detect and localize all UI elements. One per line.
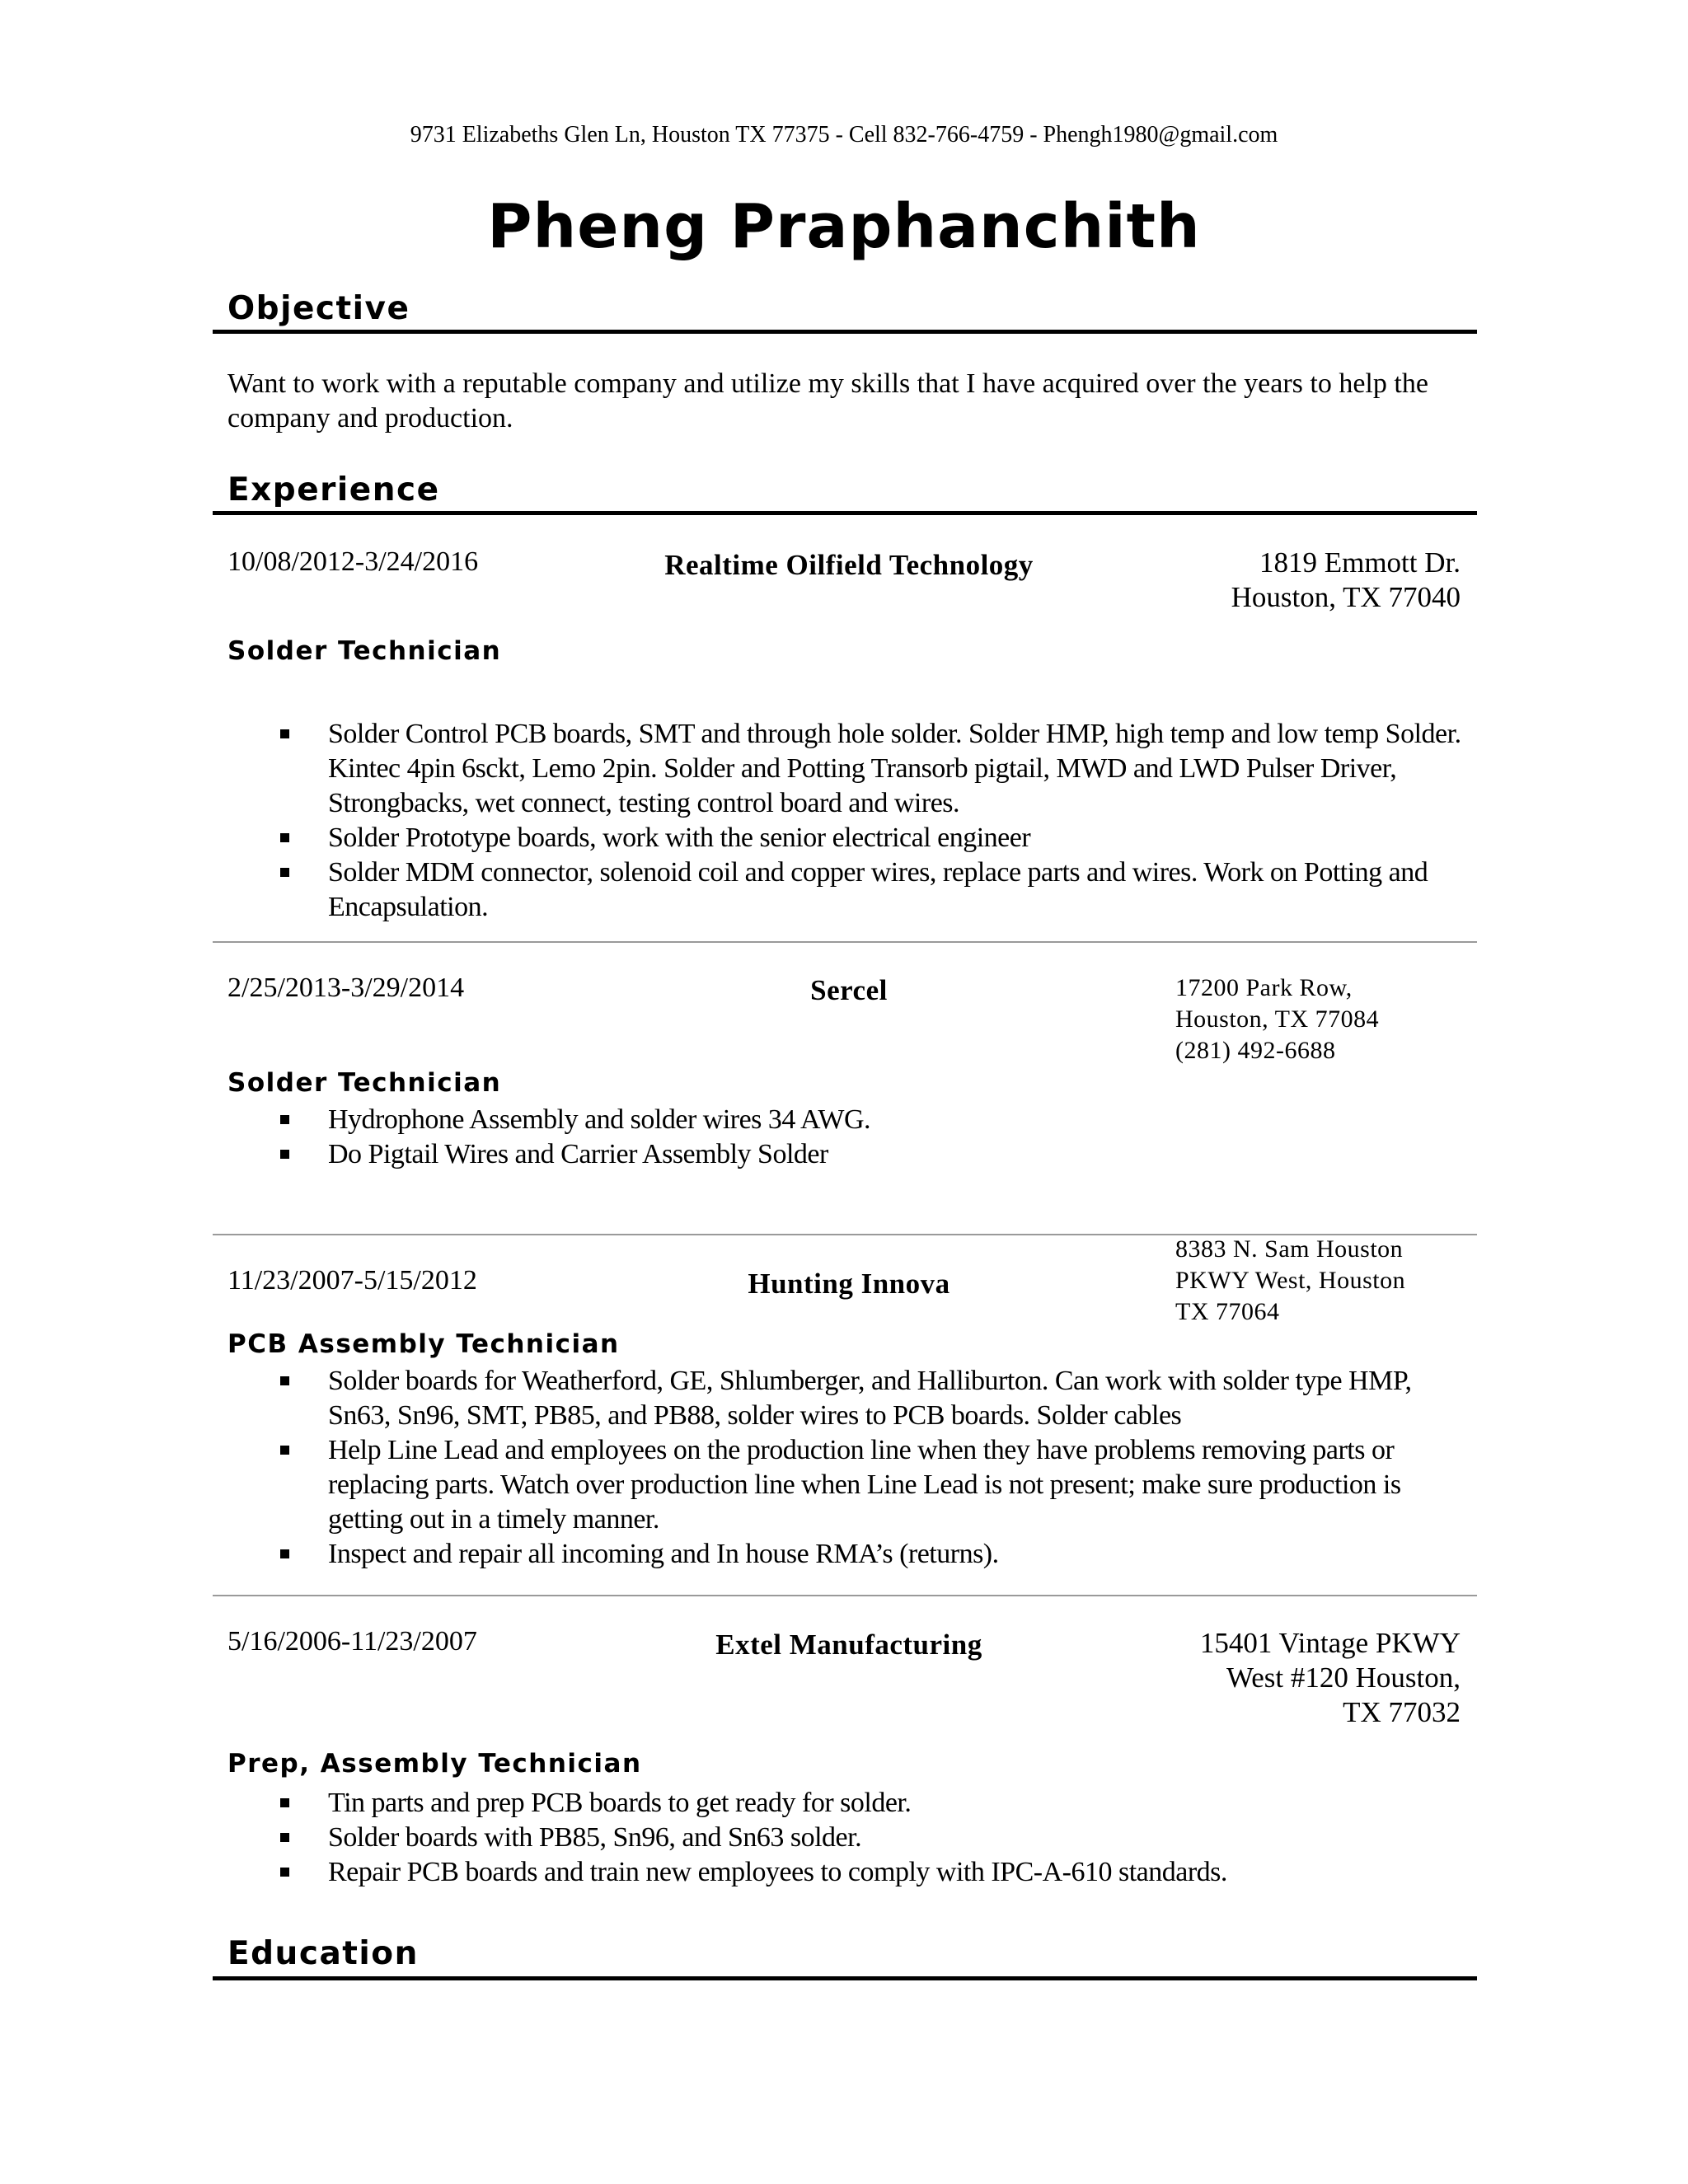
job-dates: 5/16/2006-11/23/2007 <box>227 1626 477 1657</box>
contact-line: 9731 Elizabeths Glen Ln, Houston TX 77375 - Cell 832-766-4759 - Phengh1980@gmail.com <box>410 122 1278 148</box>
address-line: PKWY West, Houston <box>1175 1267 1406 1294</box>
address-line: Houston, TX 77040 <box>1231 581 1461 613</box>
address-line: TX 77064 <box>1175 1298 1280 1325</box>
job-divider <box>213 941 1477 943</box>
job-company: Realtime Oilfield Technology <box>664 549 1034 581</box>
experience-rule <box>213 511 1477 515</box>
objective-heading: Objective <box>227 290 410 327</box>
experience-heading: Experience <box>227 471 440 509</box>
job-role: Prep, Assembly Technician <box>227 1749 642 1779</box>
job-company: Hunting Innova <box>748 1268 950 1300</box>
job-dates: 10/08/2012-3/24/2016 <box>227 546 479 577</box>
job-bullets <box>280 717 1467 925</box>
bullet-item: Help Line Lead and employees on the production line when they have problems removing parts or replacing parts. Watch over production line when Line Lead is not present; make sure production is getting out in a timely manner. <box>280 1433 1467 1537</box>
job-address <box>1175 1234 1456 1328</box>
job-dates: 2/25/2013-3/29/2014 <box>227 972 465 1003</box>
bullet-item: Solder boards for Weatherford, GE, Shlumberger, and Halliburton. Can work with solder type HMP, Sn63, Sn96, SMT, PB85, and PB88, solder wires to PCB boards. Solder cables <box>280 1364 1467 1433</box>
objective-text: Want to work with a reputable company and utilize my skills that I have acquired over the years to help the company and production. <box>227 368 1428 434</box>
job-address <box>1098 1626 1461 1730</box>
job-address <box>1098 546 1461 615</box>
address-line: West #120 Houston, <box>1226 1661 1461 1694</box>
job-bullets <box>280 1364 1467 1572</box>
bullet-item: Inspect and repair all incoming and In house RMA’s (returns). <box>280 1537 1467 1572</box>
bullet-item: Tin parts and prep PCB boards to get ready for solder. <box>280 1786 1467 1821</box>
bullet-item: Solder Control PCB boards, SMT and through hole solder. Solder HMP, high temp and low temp Solder. Kintec 4pin 6sckt, Lemo 2pin. Solder and Potting Transorb pigtail, MWD and LWD Pulser Driver, Strongbacks, wet connect, testing control board and wires. <box>280 717 1467 821</box>
bullet-item: Do Pigtail Wires and Carrier Assembly Solder <box>280 1137 1467 1172</box>
bullet-item: Solder Prototype boards, work with the senior electrical engineer <box>280 821 1467 855</box>
address-line: TX 77032 <box>1343 1696 1461 1728</box>
candidate-name: Pheng Praphanchith <box>487 191 1201 262</box>
objective-rule <box>213 330 1477 334</box>
bullet-item: Repair PCB boards and train new employees to comply with IPC-A-610 standards. <box>280 1855 1467 1890</box>
education-heading: Education <box>227 1935 419 1972</box>
address-line: Houston, TX 77084 <box>1175 1005 1380 1033</box>
address-line: 1819 Emmott Dr. <box>1259 546 1461 579</box>
address-line: 8383 N. Sam Houston <box>1175 1235 1404 1263</box>
job-company: Sercel <box>810 974 888 1006</box>
job-role: PCB Assembly Technician <box>227 1329 620 1359</box>
address-line: 15401 Vintage PKWY <box>1199 1627 1461 1659</box>
bullet-item: Solder boards with PB85, Sn96, and Sn63 solder. <box>280 1821 1467 1855</box>
job-company: Extel Manufacturing <box>715 1629 982 1661</box>
bullet-item: Hydrophone Assembly and solder wires 34 AWG. <box>280 1103 1467 1137</box>
job-address <box>1175 972 1456 1066</box>
job-bullets <box>280 1103 1467 1172</box>
education-rule <box>213 1976 1477 1980</box>
job-divider <box>213 1595 1477 1596</box>
bullet-item: Solder MDM connector, solenoid coil and copper wires, replace parts and wires. Work on Potting and Encapsulation. <box>280 855 1467 925</box>
job-role: Solder Technician <box>227 1068 502 1098</box>
address-line: (281) 492-6688 <box>1175 1037 1336 1064</box>
job-role: Solder Technician <box>227 636 502 666</box>
job-dates: 11/23/2007-5/15/2012 <box>227 1265 477 1296</box>
address-line: 17200 Park Row, <box>1175 974 1353 1001</box>
job-bullets <box>280 1786 1467 1890</box>
